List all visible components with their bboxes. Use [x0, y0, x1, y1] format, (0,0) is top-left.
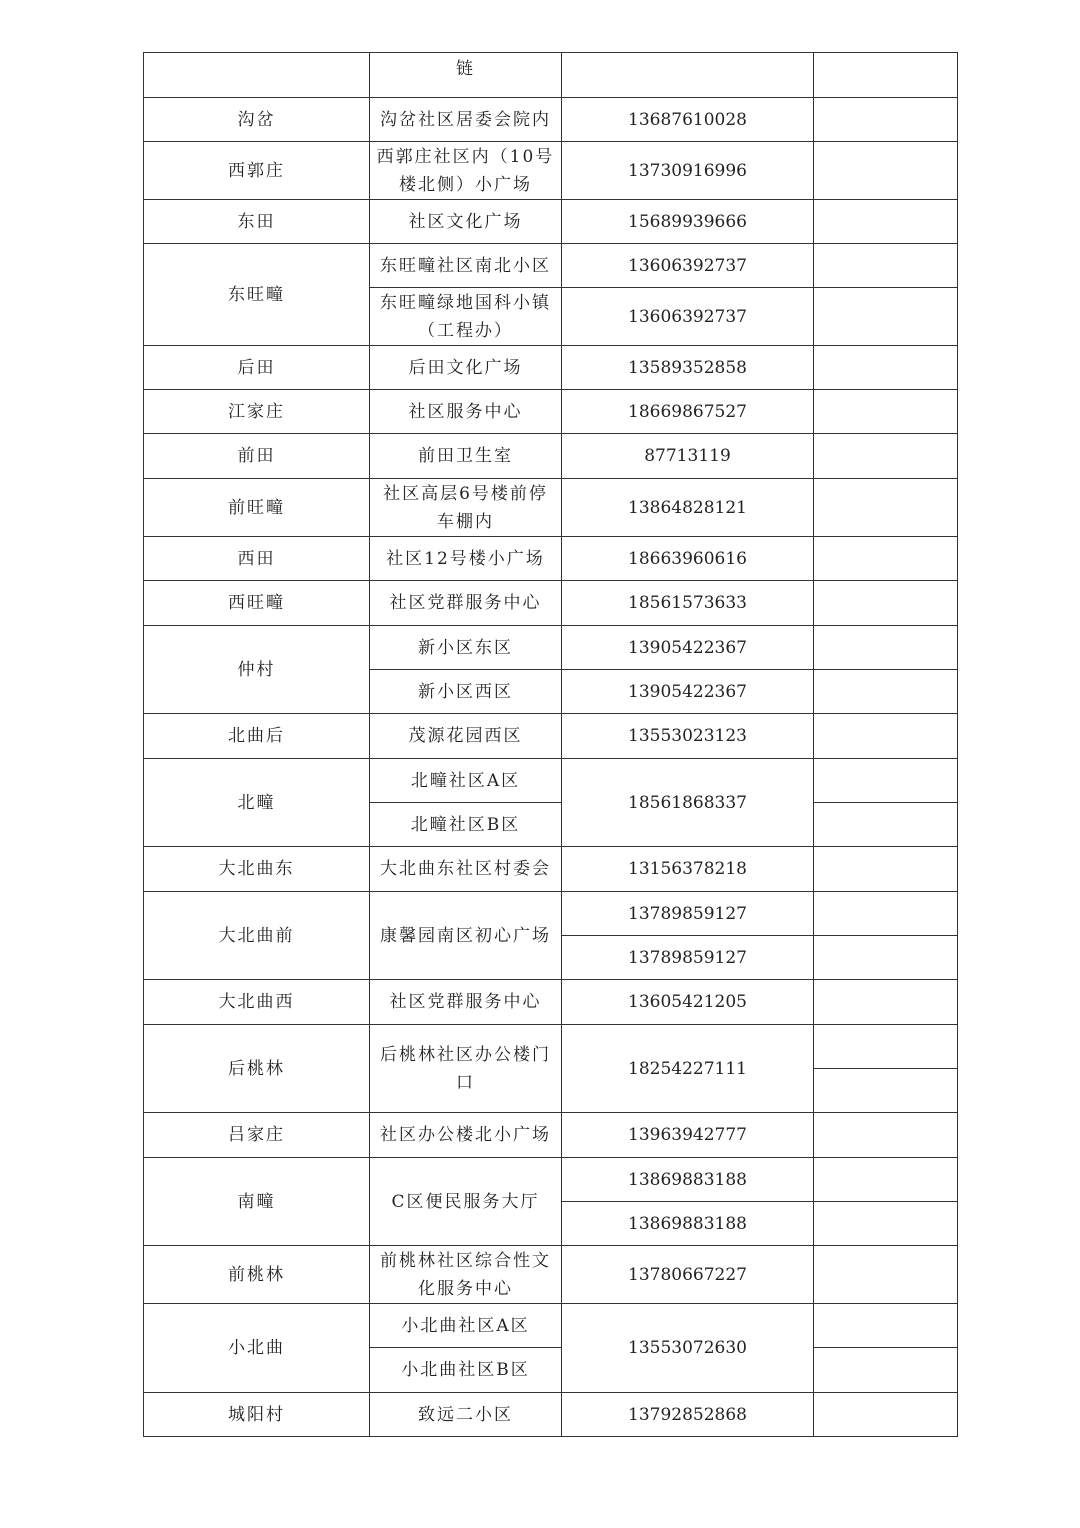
village-cell: 西田: [144, 537, 370, 581]
location-cell: 康馨园南区初心广场: [370, 892, 562, 980]
location-cell: 北疃社区B区: [370, 803, 562, 847]
table-row: [144, 980, 958, 1025]
location-cell: 社区12号楼小广场: [370, 537, 562, 581]
note-cell: [814, 244, 958, 288]
table-row: [144, 1158, 958, 1202]
phone-cell: 13905422367: [562, 670, 814, 714]
village-cell: 北曲后: [144, 714, 370, 759]
note-cell: [814, 1158, 958, 1202]
location-cell: 前桃林社区综合性文化服务中心: [370, 1246, 562, 1304]
village-cell: [144, 53, 370, 98]
phone-cell: 13589352858: [562, 346, 814, 390]
note-cell: [814, 1304, 958, 1348]
note-cell: [814, 142, 958, 200]
table-row: [144, 1025, 958, 1069]
village-cell: 大北曲西: [144, 980, 370, 1025]
village-cell: 前桃林: [144, 1246, 370, 1304]
location-cell: 西郭庄社区内（10号楼北侧）小广场: [370, 142, 562, 200]
phone-cell: 15689939666: [562, 200, 814, 244]
note-cell: [814, 803, 958, 847]
location-cell: 前田卫生室: [370, 434, 562, 479]
phone-cell: 18254227111: [562, 1025, 814, 1113]
note-cell: [814, 390, 958, 434]
location-cell: 东旺疃社区南北小区: [370, 244, 562, 288]
site-table: [143, 52, 958, 1437]
note-cell: [814, 714, 958, 759]
phone-cell: 13156378218: [562, 847, 814, 892]
table-row: [144, 626, 958, 670]
table-row: [144, 1393, 958, 1437]
location-cell: 社区服务中心: [370, 390, 562, 434]
phone-cell: 18663960616: [562, 537, 814, 581]
note-cell: [814, 1348, 958, 1393]
phone-cell: 13789859127: [562, 892, 814, 936]
village-cell: 小北曲: [144, 1304, 370, 1393]
location-cell: C区便民服务大厅: [370, 1158, 562, 1246]
location-cell: 新小区东区: [370, 626, 562, 670]
location-cell: 致远二小区: [370, 1393, 562, 1437]
location-cell: 小北曲社区A区: [370, 1304, 562, 1348]
note-cell: [814, 479, 958, 537]
note-cell: [814, 434, 958, 479]
phone-cell: 13606392737: [562, 288, 814, 346]
note-cell: [814, 98, 958, 142]
table-row: [144, 847, 958, 892]
phone-cell: 13605421205: [562, 980, 814, 1025]
phone-cell: [562, 53, 814, 98]
note-cell: [814, 537, 958, 581]
note-cell: [814, 1393, 958, 1437]
note-cell: [814, 53, 958, 98]
village-cell: 南疃: [144, 1158, 370, 1246]
note-cell: [814, 936, 958, 980]
table-row: [144, 537, 958, 581]
note-cell: [814, 1246, 958, 1304]
phone-cell: 18669867527: [562, 390, 814, 434]
note-cell: [814, 288, 958, 346]
table-row: [144, 346, 958, 390]
location-cell: 社区文化广场: [370, 200, 562, 244]
phone-cell: 18561573633: [562, 581, 814, 626]
village-cell: 前旺疃: [144, 479, 370, 537]
village-cell: 西旺疃: [144, 581, 370, 626]
table-row: [144, 1113, 958, 1158]
table-row: [144, 390, 958, 434]
note-cell: [814, 581, 958, 626]
table-row: [144, 1304, 958, 1348]
note-cell: [814, 626, 958, 670]
table-row: [144, 479, 958, 537]
location-cell: 东旺疃绿地国科小镇（工程办）: [370, 288, 562, 346]
location-cell: 社区党群服务中心: [370, 581, 562, 626]
location-cell: 沟岔社区居委会院内: [370, 98, 562, 142]
village-cell: 后桃林: [144, 1025, 370, 1113]
note-cell: [814, 1113, 958, 1158]
location-cell: 茂源花园西区: [370, 714, 562, 759]
village-cell: 沟岔: [144, 98, 370, 142]
location-cell: 社区办公楼北小广场: [370, 1113, 562, 1158]
note-cell: [814, 1202, 958, 1246]
phone-cell: 13687610028: [562, 98, 814, 142]
note-cell: [814, 346, 958, 390]
phone-cell: 87713119: [562, 434, 814, 479]
location-cell: 社区党群服务中心: [370, 980, 562, 1025]
note-cell: [814, 980, 958, 1025]
village-cell: 后田: [144, 346, 370, 390]
note-cell: [814, 1069, 958, 1113]
table-row: [144, 892, 958, 936]
phone-cell: 13869883188: [562, 1158, 814, 1202]
phone-cell: 13606392737: [562, 244, 814, 288]
table-row: [144, 434, 958, 479]
table-row: [144, 98, 958, 142]
note-cell: [814, 892, 958, 936]
location-cell: 大北曲东社区村委会: [370, 847, 562, 892]
village-cell: 北疃: [144, 759, 370, 847]
village-cell: 东旺疃: [144, 244, 370, 346]
phone-cell: 13869883188: [562, 1202, 814, 1246]
location-cell: 后田文化广场: [370, 346, 562, 390]
location-cell: 新小区西区: [370, 670, 562, 714]
table-row: [144, 759, 958, 803]
table-row: [144, 244, 958, 288]
phone-cell: 13792852868: [562, 1393, 814, 1437]
note-cell: [814, 670, 958, 714]
table-row: [144, 714, 958, 759]
location-cell: 北疃社区A区: [370, 759, 562, 803]
location-cell: 社区高层6号楼前停车棚内: [370, 479, 562, 537]
village-cell: 东田: [144, 200, 370, 244]
table-row: [144, 581, 958, 626]
table-row: [144, 53, 958, 98]
note-cell: [814, 1025, 958, 1069]
table-row: [144, 200, 958, 244]
village-cell: 前田: [144, 434, 370, 479]
village-cell: 西郭庄: [144, 142, 370, 200]
phone-cell: 13905422367: [562, 626, 814, 670]
phone-cell: 13553023123: [562, 714, 814, 759]
phone-cell: 13780667227: [562, 1246, 814, 1304]
phone-cell: 18561868337: [562, 759, 814, 847]
phone-cell: 13864828121: [562, 479, 814, 537]
location-cell: 小北曲社区B区: [370, 1348, 562, 1393]
phone-cell: 13789859127: [562, 936, 814, 980]
table-row: [144, 142, 958, 200]
note-cell: [814, 847, 958, 892]
note-cell: [814, 759, 958, 803]
location-cell: 链: [370, 53, 562, 98]
note-cell: [814, 200, 958, 244]
village-cell: 城阳村: [144, 1393, 370, 1437]
location-cell: 后桃林社区办公楼门口: [370, 1025, 562, 1113]
village-cell: 江家庄: [144, 390, 370, 434]
village-cell: 吕家庄: [144, 1113, 370, 1158]
table-row: [144, 1246, 958, 1304]
phone-cell: 13730916996: [562, 142, 814, 200]
village-cell: 大北曲前: [144, 892, 370, 980]
phone-cell: 13963942777: [562, 1113, 814, 1158]
village-cell: 大北曲东: [144, 847, 370, 892]
phone-cell: 13553072630: [562, 1304, 814, 1393]
village-cell: 仲村: [144, 626, 370, 714]
